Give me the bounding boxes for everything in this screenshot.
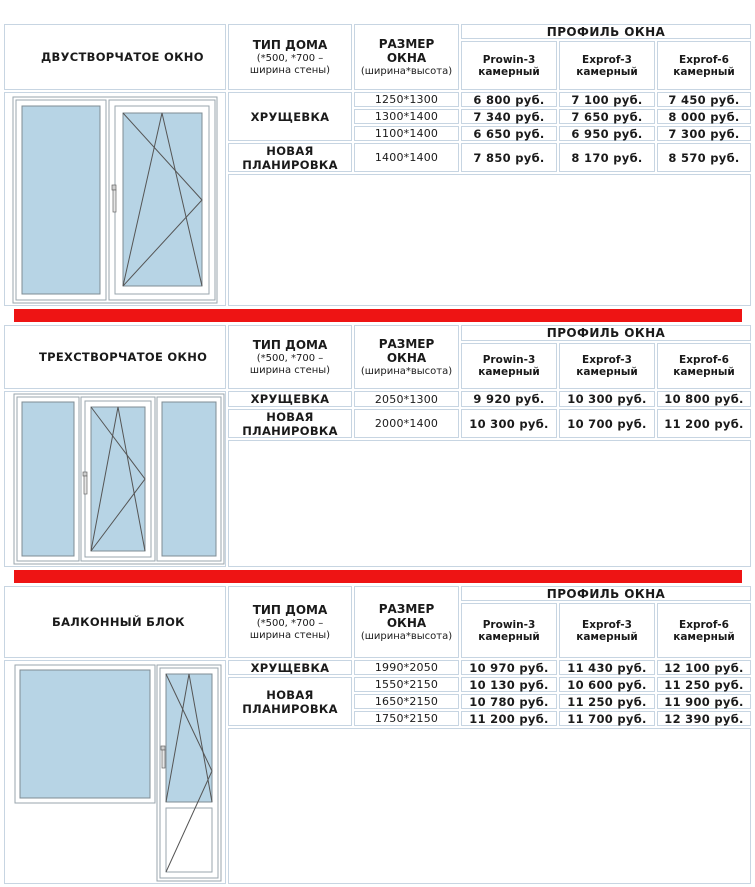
house-type-khrushchevka: ХРУЩЕВКА (228, 92, 352, 141)
price-cell: 11 250 руб. (657, 677, 751, 692)
price-cell: 10 300 руб. (559, 391, 655, 407)
profile-col-prowin3: Prowin-3 камерный (461, 603, 557, 658)
house-type-khrushchevka: ХРУЩЕВКА (228, 660, 352, 675)
size-cell: 1400*1400 (354, 143, 459, 172)
price-cell: 6 950 руб. (559, 126, 655, 141)
house-type-header: ТИП ДОМА (*500, *700 – ширина стены) (228, 586, 352, 658)
house-type-new-layout: НОВАЯ ПЛАНИРОВКА (228, 677, 352, 726)
price-cell: 12 100 руб. (657, 660, 751, 675)
size-cell: 1300*1400 (354, 109, 459, 124)
profile-header: ПРОФИЛЬ ОКНА (461, 586, 751, 601)
price-cell: 6 800 руб. (461, 92, 557, 107)
section-title: ДВУСТВОРЧАТОЕ ОКНО (4, 24, 226, 90)
price-cell: 11 700 руб. (559, 711, 655, 726)
price-cell: 11 250 руб. (559, 694, 655, 709)
price-cell: 12 390 руб. (657, 711, 751, 726)
price-cell: 10 600 руб. (559, 677, 655, 692)
price-cell: 10 970 руб. (461, 660, 557, 675)
double-window-drawing (5, 93, 225, 305)
empty-area (228, 728, 751, 884)
price-cell: 8 570 руб. (657, 143, 751, 172)
profile-col-exprof6: Exprof-6 камерный (657, 603, 751, 658)
red-divider (14, 570, 742, 583)
price-cell: 7 300 руб. (657, 126, 751, 141)
window-image-triple (4, 391, 226, 567)
size-cell: 1250*1300 (354, 92, 459, 107)
triple-window-drawing (5, 392, 225, 566)
price-cell: 11 200 руб. (461, 711, 557, 726)
size-cell: 2000*1400 (354, 409, 459, 438)
profile-col-prowin3: Prowin-3 камерный (461, 343, 557, 389)
price-cell: 11 200 руб. (657, 409, 751, 438)
price-cell: 11 430 руб. (559, 660, 655, 675)
price-cell: 7 650 руб. (559, 109, 655, 124)
profile-col-prowin3: Prowin-3 камерный (461, 41, 557, 90)
price-cell: 7 850 руб. (461, 143, 557, 172)
price-cell: 10 300 руб. (461, 409, 557, 438)
profile-col-exprof3: Exprof-3 камерный (559, 41, 655, 90)
size-cell: 1650*2150 (354, 694, 459, 709)
size-cell: 1100*1400 (354, 126, 459, 141)
profile-col-exprof6: Exprof-6 камерный (657, 41, 751, 90)
price-cell: 6 650 руб. (461, 126, 557, 141)
price-cell: 11 900 руб. (657, 694, 751, 709)
empty-area (228, 440, 751, 567)
profile-header: ПРОФИЛЬ ОКНА (461, 325, 751, 341)
size-header: РАЗМЕР ОКНА (ширина*высота) (354, 24, 459, 90)
price-cell: 7 100 руб. (559, 92, 655, 107)
size-cell: 1550*2150 (354, 677, 459, 692)
red-divider (14, 309, 742, 322)
price-cell: 7 340 руб. (461, 109, 557, 124)
house-type-new-layout: НОВАЯ ПЛАНИРОВКА (228, 409, 352, 438)
price-cell: 10 700 руб. (559, 409, 655, 438)
profile-header: ПРОФИЛЬ ОКНА (461, 24, 751, 39)
profile-col-exprof6: Exprof-6 камерный (657, 343, 751, 389)
size-cell: 1990*2050 (354, 660, 459, 675)
size-header: РАЗМЕР ОКНА (ширина*высота) (354, 586, 459, 658)
size-header: РАЗМЕР ОКНА (ширина*высота) (354, 325, 459, 389)
profile-col-exprof3: Exprof-3 камерный (559, 603, 655, 658)
house-type-header: ТИП ДОМА (*500, *700 – ширина стены) (228, 24, 352, 90)
price-cell: 9 920 руб. (461, 391, 557, 407)
size-cell: 1750*2150 (354, 711, 459, 726)
price-cell: 10 800 руб. (657, 391, 751, 407)
price-cell: 10 780 руб. (461, 694, 557, 709)
section-title: ТРЕХСТВОРЧАТОЕ ОКНО (4, 325, 226, 389)
section-title: БАЛКОННЫЙ БЛОК (4, 586, 226, 658)
profile-col-exprof3: Exprof-3 камерный (559, 343, 655, 389)
balcony-block-drawing (5, 661, 225, 883)
price-cell: 7 450 руб. (657, 92, 751, 107)
size-cell: 2050*1300 (354, 391, 459, 407)
house-type-header: ТИП ДОМА (*500, *700 – ширина стены) (228, 325, 352, 389)
window-image-double (4, 92, 226, 306)
empty-area (228, 174, 751, 306)
house-type-new-layout: НОВАЯ ПЛАНИРОВКА (228, 143, 352, 172)
price-cell: 8 170 руб. (559, 143, 655, 172)
price-cell: 8 000 руб. (657, 109, 751, 124)
balcony-image (4, 660, 226, 884)
price-cell: 10 130 руб. (461, 677, 557, 692)
house-type-khrushchevka: ХРУЩЕВКА (228, 391, 352, 407)
